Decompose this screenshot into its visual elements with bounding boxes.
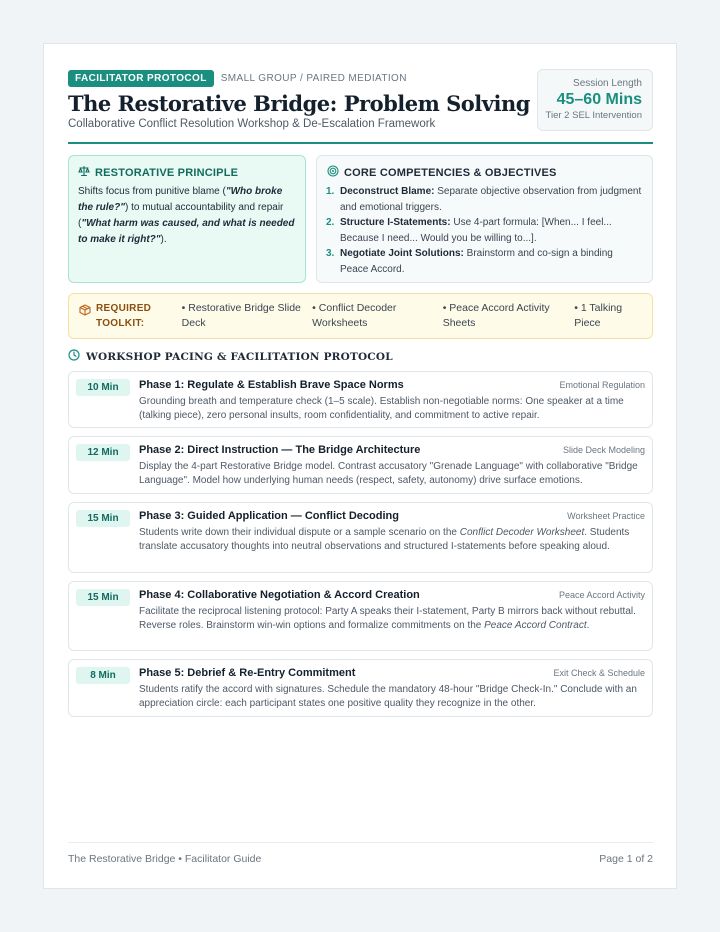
objective-item: [326, 246, 643, 277]
phase-duration: 15 Min: [76, 510, 130, 527]
phase-duration: 12 Min: [76, 444, 130, 461]
target-icon: [327, 165, 339, 180]
phase-title: Phase 5: Debrief & Re-Entry Commitment: [139, 667, 356, 679]
pacing-heading: [68, 349, 393, 364]
principle-text-part: ).: [160, 234, 167, 245]
phase-card: [68, 436, 653, 494]
objective-label: Structure I-Statements:: [340, 217, 451, 228]
toolkit-item: • Restorative Bridge Slide Deck: [181, 302, 301, 329]
objective-text: [340, 246, 643, 277]
core-heading-text: CORE COMPETENCIES & OBJECTIVES: [344, 166, 557, 179]
session-tier: Tier 2 SEL Intervention: [545, 110, 642, 121]
phase-description-part: Students write down their individual dispute or a sample scenario on the: [139, 527, 460, 538]
clock-icon: [68, 349, 80, 364]
footer-title: The Restorative Bridge • Facilitator Guide: [68, 852, 262, 865]
phase-title: Phase 1: Regulate & Establish Brave Space Norms: [139, 379, 404, 391]
protocol-tag: FACILITATOR PROTOCOL: [68, 70, 214, 87]
objective-label: Negotiate Joint Solutions:: [340, 248, 464, 259]
page-title: The Restorative Bridge: Problem Solving: [68, 91, 530, 116]
toolkit-item: • Conflict Decoder Worksheets: [312, 302, 397, 329]
phase-description: Display the 4-part Restorative Bridge model. Contrast accusatory "Grenade Language" with collaborative "Bridge Language". Model how underlying human needs (respect, safety, autonomy) drive surface emotions.: [139, 461, 638, 486]
phase-description-emphasis: Peace Accord Contract: [484, 619, 587, 631]
principle-text: [78, 184, 296, 248]
principle-heading-text: RESTORATIVE PRINCIPLE: [95, 166, 239, 179]
session-box: [537, 69, 653, 131]
phase-card: [68, 371, 653, 428]
page-number: Page 1 of 2: [599, 852, 653, 865]
objective-item: [326, 215, 643, 246]
toolkit-label: REQUIRED TOOLKIT:: [96, 303, 152, 329]
phase-tag: Slide Deck Modeling: [562, 445, 645, 455]
pacing-heading-text: WORKSHOP PACING & FACILITATION PROTOCOL: [86, 350, 393, 363]
phase-tag: Exit Check & Schedule: [553, 668, 645, 678]
page-subtitle: Collaborative Conflict Resolution Workshop & De-Escalation Framework: [68, 118, 436, 130]
objective-number: 1.: [326, 186, 335, 197]
phase-card: [68, 581, 653, 651]
phase-description-emphasis: Conflict Decoder Worksheet: [459, 527, 585, 538]
objective-text: [340, 215, 643, 246]
phase-tag: Peace Accord Activity: [558, 590, 645, 600]
phase-tag: Emotional Regulation: [559, 380, 645, 390]
objective-item: [326, 184, 643, 215]
phase-description-part: . Students translate accusatory thoughts into neutral observations and structured I-statements before speaking aloud.: [139, 527, 630, 552]
restorative-principle-card: [68, 155, 306, 283]
phase-description-part: Facilitate the reciprocal listening protocol: Party A speaks their I-statement, Party B mirrors back without rebuttal. Reverse roles. Brainstorm win-win options and formalize commitments on the: [139, 606, 636, 631]
mode-tag: SMALL GROUP / PAIRED MEDIATION: [220, 72, 407, 84]
core-competencies-card: [316, 155, 653, 283]
box-icon: [79, 303, 91, 321]
principle-text-part: ) to mutual accountability and repair (: [78, 202, 284, 229]
principle-heading: [78, 165, 296, 180]
objective-body: Use 4-part formula: [When... I feel... Because I need... Would you be willing to...].: [340, 217, 612, 244]
phase-duration: 15 Min: [76, 589, 130, 606]
toolkit-item: • 1 Talking Piece: [574, 302, 623, 329]
phase-title: Phase 3: Guided Application — Conflict Decoding: [139, 510, 399, 522]
phase-description: [139, 605, 644, 632]
required-toolkit-bar: [68, 293, 653, 339]
phase-description: Grounding breath and temperature check (1–5 scale). Establish non-negotiable norms: One speaker at a time (talking piece), zero personal insults, room confidentiality, and commitment to active repair.: [139, 396, 624, 421]
phase-card: [68, 502, 653, 573]
phase-tag: Worksheet Practice: [567, 511, 645, 521]
objective-body: Separate objective observation from judgment and emotional triggers.: [340, 186, 642, 213]
objective-body: Brainstorm and co-sign a binding Peace Accord.: [340, 248, 613, 275]
toolkit-item: • Peace Accord Activity Sheets: [442, 302, 550, 329]
principle-text-part: Shifts focus from punitive blame (: [78, 186, 226, 197]
objective-text: [340, 184, 643, 215]
toolkit-heading: [79, 301, 182, 331]
principle-quote: "Who broke the rule?": [78, 186, 283, 213]
page-footer: [68, 842, 653, 874]
phase-card: [68, 659, 653, 717]
phase-description-part: .: [586, 619, 590, 631]
principle-quote: "What harm was caused, and what is needed to make it right?": [78, 218, 295, 245]
objective-label: Deconstruct Blame:: [340, 186, 435, 197]
document-page: [43, 43, 677, 889]
session-label: Session Length: [573, 78, 642, 89]
phase-title: Phase 4: Collaborative Negotiation & Accord Creation: [139, 589, 420, 601]
document-header: [68, 69, 653, 144]
phase-duration: 8 Min: [76, 667, 130, 684]
core-heading: [326, 165, 643, 180]
phase-title: Phase 2: Direct Instruction — The Bridge Architecture: [139, 444, 421, 456]
scale-icon: [78, 165, 90, 180]
phase-description: [139, 526, 644, 553]
session-value: 45–60 Mins: [556, 91, 642, 108]
objective-number: 3.: [326, 248, 335, 259]
phase-duration: 10 Min: [76, 379, 130, 396]
phase-description: Students ratify the accord with signatures. Schedule the mandatory 48-hour "Bridge Check-In." Conclude with an appreciation circle: each participant states one positive quality they recognize in the other.: [139, 684, 637, 709]
objective-number: 2.: [326, 217, 335, 228]
